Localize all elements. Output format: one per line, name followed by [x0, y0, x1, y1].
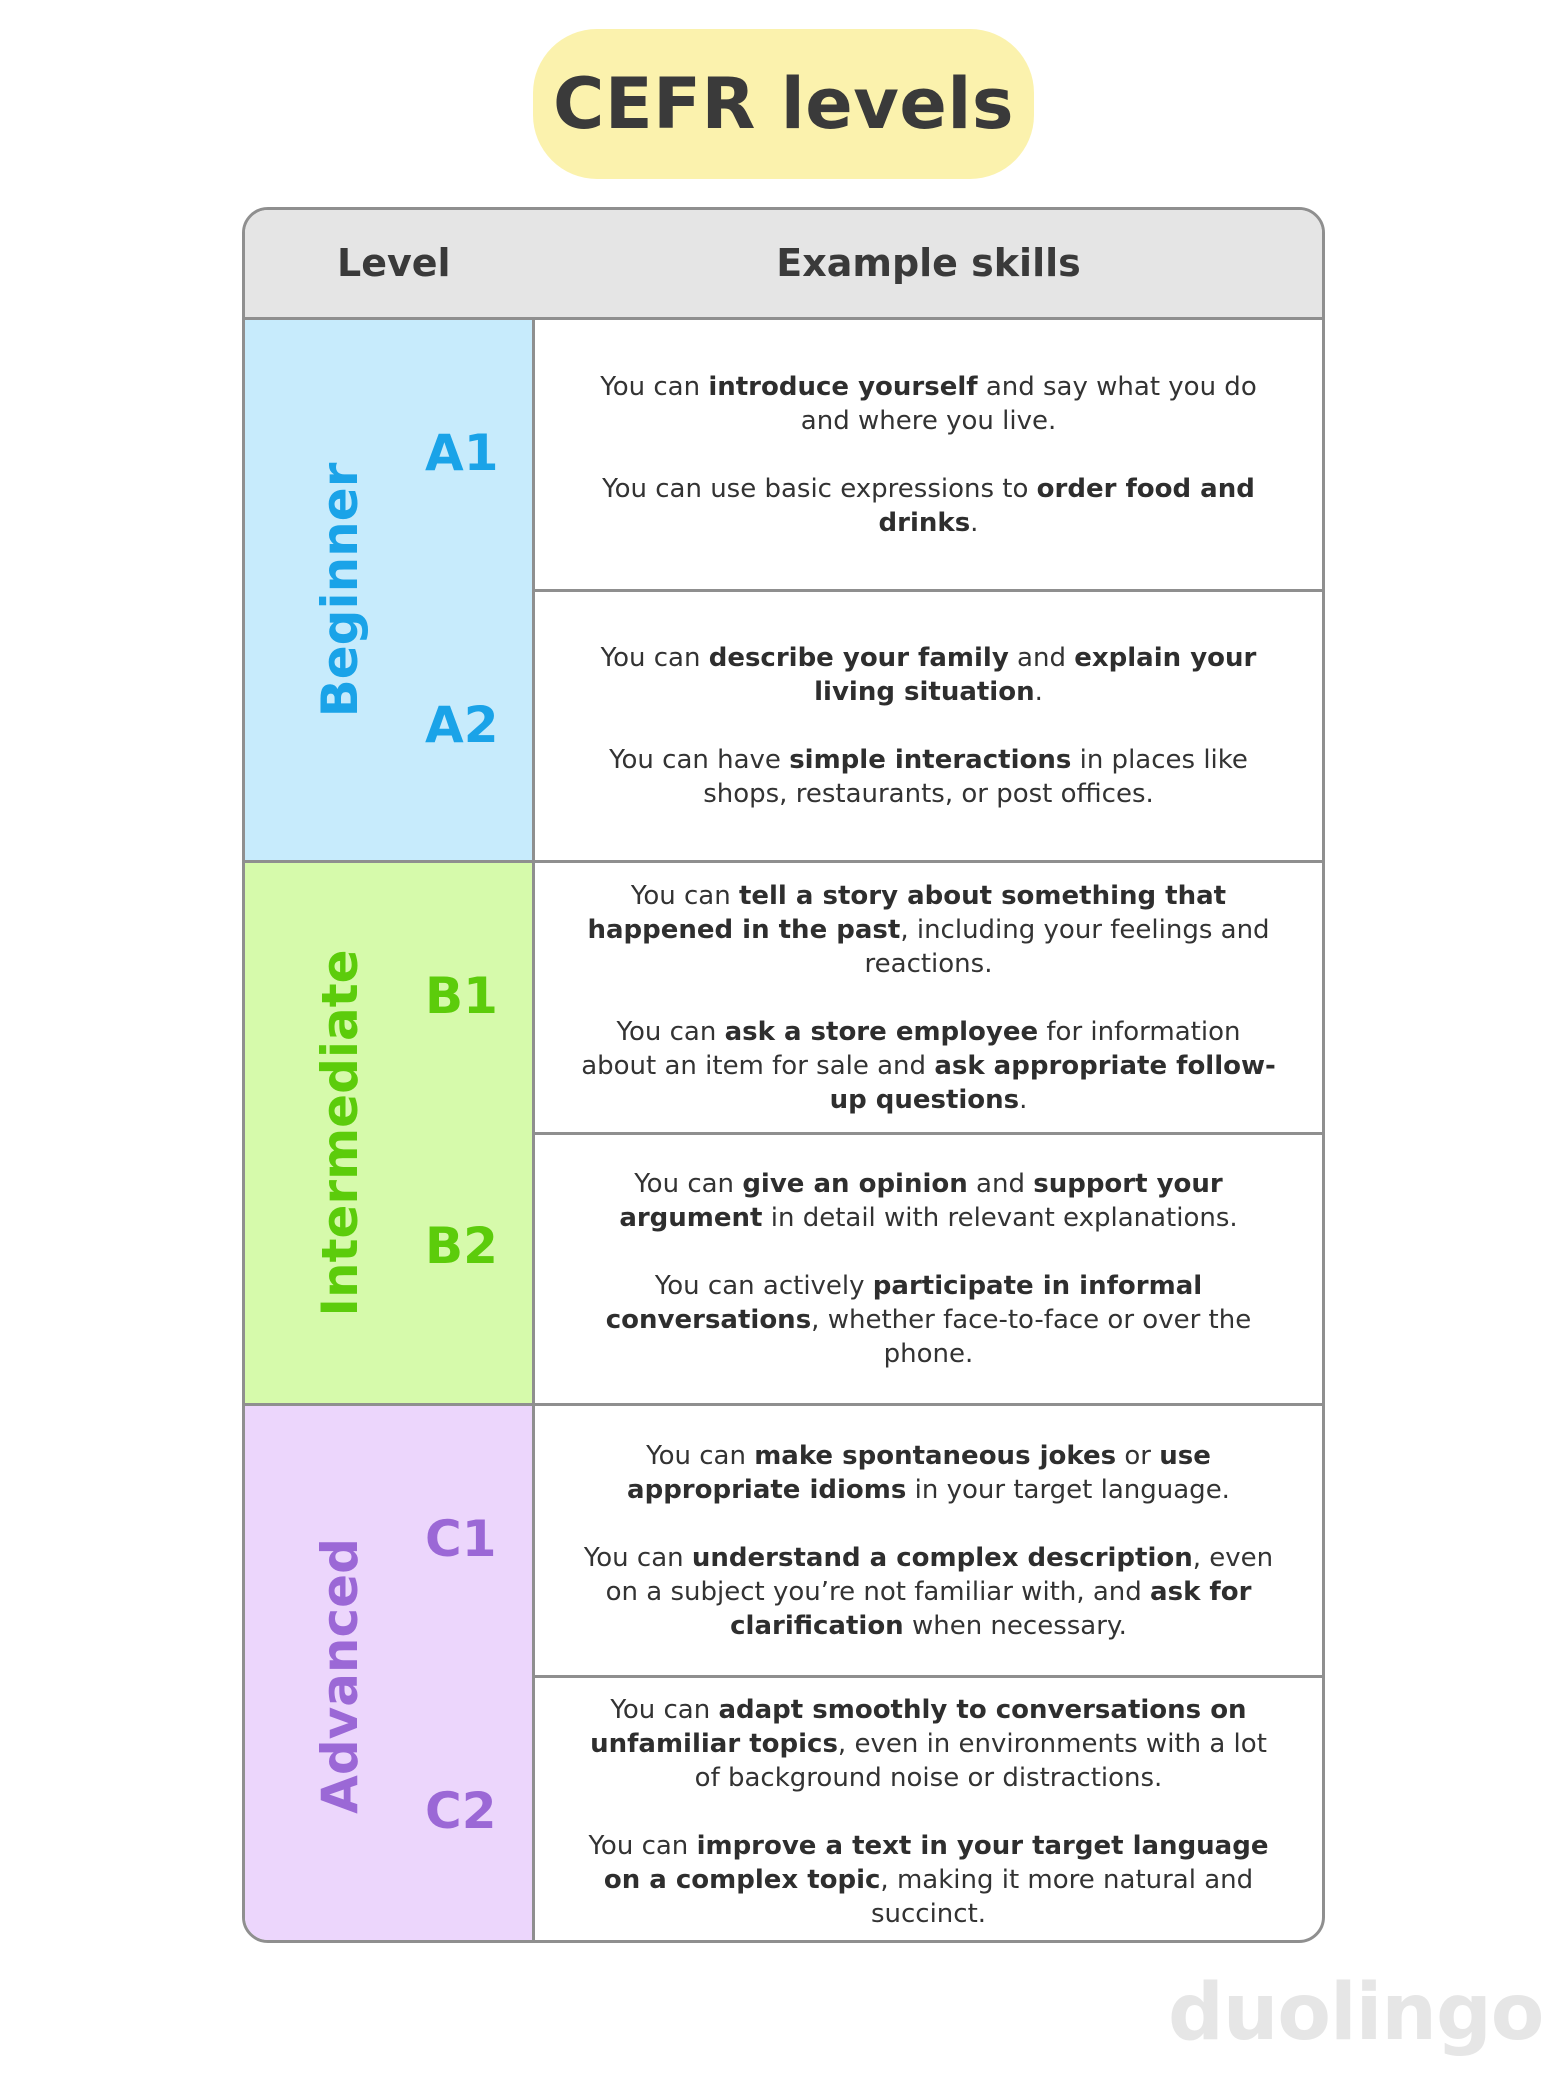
skill-sentence	[575, 1693, 1282, 1795]
header-level: Level	[337, 241, 451, 285]
skill-text: and	[1008, 643, 1075, 673]
skill-highlight: explain your living situation	[814, 643, 1257, 707]
skill-sentence	[575, 879, 1282, 981]
skills-cell-a2	[535, 592, 1322, 863]
skill-text: You can use basic expressions to	[602, 473, 1037, 504]
skill-highlight: order food and drinks	[878, 473, 1255, 538]
skill-highlight: participate in informal conversations	[605, 1271, 1203, 1335]
skill-sentence	[575, 1269, 1282, 1371]
header-example-skills: Example skills	[776, 241, 1081, 285]
skill-text: You can	[600, 643, 709, 673]
skill-highlight: use appropriate idioms	[627, 1440, 1211, 1505]
cefr-table	[242, 207, 1325, 1943]
level-code-b2: B2	[425, 1217, 498, 1275]
skill-text: when necessary.	[903, 1610, 1127, 1641]
skill-sentence	[575, 1439, 1282, 1507]
skill-highlight: adapt smoothly to conversations on unfamiliar topics	[590, 1695, 1247, 1759]
skill-highlight: introduce yourself	[708, 371, 978, 402]
skills-cell-c2	[535, 1678, 1322, 1943]
skill-text: , whether face-to-face or over the phone.	[811, 1305, 1252, 1369]
skill-sentence	[575, 472, 1282, 540]
skill-sentence	[575, 370, 1282, 438]
skill-sentence	[575, 1167, 1282, 1235]
table-header	[245, 210, 1322, 320]
skill-text: , even in environments with a lot of background noise or distractions.	[694, 1729, 1267, 1793]
skill-highlight: describe your family	[708, 643, 1009, 673]
skill-text: You can	[634, 1169, 743, 1199]
skill-text: You can	[610, 1695, 719, 1725]
skill-text: You can	[583, 1542, 692, 1573]
skill-text: You can actively	[654, 1271, 873, 1301]
band-advanced	[245, 1406, 535, 1943]
skills-cell-a1	[535, 320, 1322, 592]
skill-highlight: tell a story about something that happened in the past	[587, 880, 1227, 945]
title-banner	[533, 29, 1034, 179]
duolingo-logo: duolingo	[1168, 1968, 1544, 2058]
skill-sentence	[575, 1829, 1282, 1931]
skill-text: You can	[588, 1831, 697, 1861]
band-label-beginner: Beginner	[311, 462, 369, 718]
skill-highlight: improve a text in your target language on a complex topic	[603, 1831, 1269, 1895]
skill-sentence	[575, 641, 1282, 709]
skill-sentence	[575, 1541, 1282, 1643]
skill-highlight: ask for clarification	[730, 1576, 1252, 1641]
page-title: CEFR levels	[552, 63, 1014, 145]
skill-highlight: ask a store employee	[724, 1016, 1039, 1047]
level-code-a2: A2	[425, 696, 499, 754]
level-code-b1: B1	[425, 967, 498, 1025]
skill-text: You can	[646, 1440, 755, 1471]
skills-cell-c1	[535, 1406, 1322, 1678]
level-code-c1: C1	[425, 1510, 497, 1568]
skill-text: for information about an item for sale and	[581, 1016, 1241, 1081]
skill-text: You can have	[609, 745, 790, 775]
skills-cell-b2	[535, 1135, 1322, 1406]
level-code-c2: C2	[425, 1782, 497, 1840]
skill-text: , making it more natural and succinct.	[870, 1865, 1254, 1929]
skill-text: in detail with relevant explanations.	[762, 1203, 1238, 1233]
skill-highlight: support your argument	[619, 1169, 1223, 1233]
skill-text: , including your feelings and reactions.	[864, 914, 1270, 979]
skill-highlight: understand a complex description	[691, 1542, 1193, 1573]
band-beginner	[245, 320, 535, 863]
band-label-intermediate: Intermediate	[311, 949, 369, 1317]
skill-text: or	[1116, 1440, 1160, 1471]
skill-text: , even on a subject you’re not familiar with, and	[605, 1542, 1274, 1607]
skill-highlight: ask appropriate follow-up questions	[829, 1050, 1276, 1115]
skill-highlight: give an opinion	[742, 1169, 968, 1199]
skills-cell-b1	[535, 863, 1322, 1135]
band-label-advanced: Advanced	[311, 1538, 369, 1814]
skill-text: in places like shops, restaurants, or post offices.	[703, 745, 1248, 809]
skill-text: in your target language.	[906, 1474, 1230, 1505]
skill-text: .	[1019, 1084, 1028, 1115]
skill-sentence	[575, 743, 1282, 811]
skill-text: and say what you do and where you live.	[800, 371, 1257, 436]
band-intermediate	[245, 863, 535, 1406]
skill-text: .	[970, 507, 979, 538]
skill-text: and	[967, 1169, 1034, 1199]
skill-text: You can	[630, 880, 739, 911]
skill-text: You can	[600, 371, 709, 402]
level-code-a1: A1	[425, 424, 499, 482]
skill-sentence	[575, 1015, 1282, 1117]
skill-highlight: simple interactions	[789, 745, 1072, 775]
skill-highlight: make spontaneous jokes	[754, 1440, 1117, 1471]
skill-text: You can	[616, 1016, 725, 1047]
skill-text: .	[1034, 677, 1043, 707]
